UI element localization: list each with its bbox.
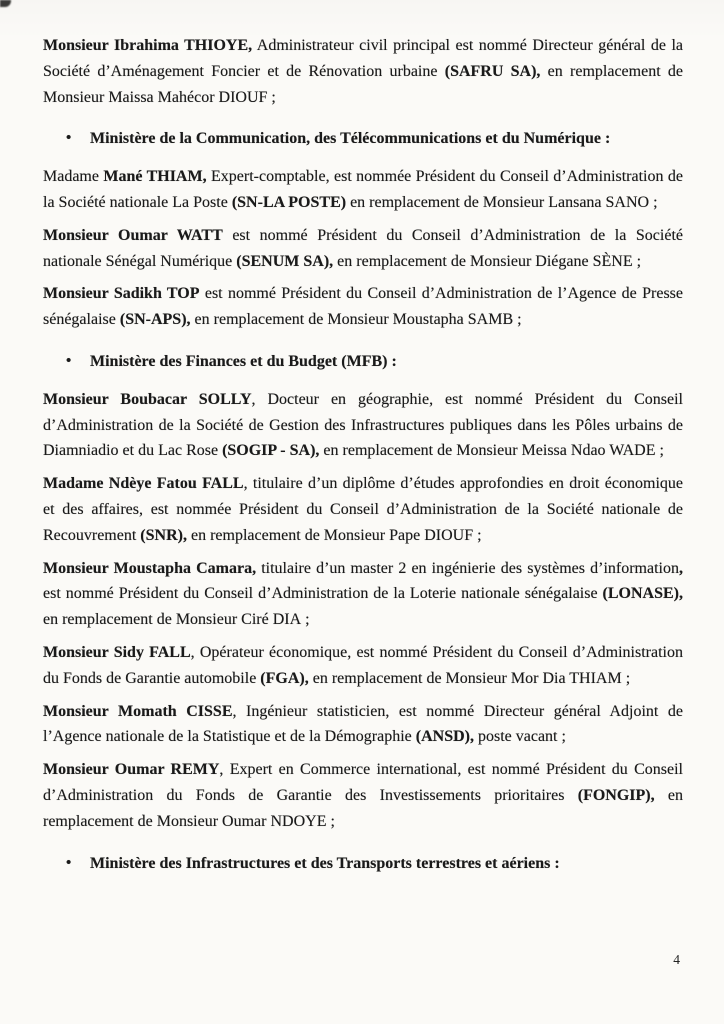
bold-text: (SOGIP - SA), (222, 442, 320, 460)
appointment-oumar-remy (43, 757, 683, 834)
body-text: , Ingénieur statisticien, est nommé Directeur général Adjoint de l’Agence nationale de la Statistique et de la Démographie (43, 702, 684, 746)
bold-text: (SNR), (140, 526, 187, 544)
body-text: est nommé Président du Conseil d’Administration de l’Agence de Presse sénégalaise (43, 285, 683, 329)
appointment-oumar-watt (43, 223, 683, 275)
body-text: , Expert en Commerce international, est nommé Président du Conseil d’Administration du Fonds de Garantie des Investissements prioritaires (43, 761, 683, 804)
appointment-mane-thiam (43, 164, 683, 216)
body-text: , titulaire d’un diplôme d’études approfondies en droit économique et des affaires, est nommée Président du Conseil d’Administration de la Société nationale de Recouvrement (43, 475, 683, 544)
body-text: en remplacement de Monsieur Lansana SANO ; (346, 193, 658, 211)
body-text: en remplacement de Monsieur Oumar NDOYE ; (43, 786, 684, 830)
appointment-momath-cisse (43, 699, 683, 751)
ministry-heading-label: Ministère des Finances et du Budget (MFB) : (90, 352, 397, 370)
ministry-heading-ministere-communication (43, 126, 683, 152)
body-text: Madame (43, 168, 104, 186)
page-number: 4 (673, 952, 680, 967)
bold-text: Monsieur Moustapha Camara, (43, 559, 257, 577)
body-text: en remplacement de Monsieur Ciré DIA ; (43, 611, 310, 629)
ministry-heading-ministere-infrastructures (43, 851, 683, 877)
body-text: , Opérateur économique, est nommé Président du Conseil d’Administration du Fonds de Garantie automobile (43, 643, 683, 687)
appointment-sadikh-top (43, 281, 683, 333)
body-text: est nommé Président du Conseil d’Administration de la Loterie nationale sénégalaise (43, 585, 603, 603)
appointment-ndeye-fatou-fall (43, 471, 683, 548)
body-text: en remplacement de Monsieur Mor Dia THIAM ; (308, 669, 631, 687)
bold-text: (ANSD), (415, 728, 474, 746)
body-text: , Docteur en géographie, est nommé Président du Conseil d’Administration de la Société de Gestion des Infrastructures publiques dans les Pôles urbains de Diamniadio et du Lac Rose (43, 390, 683, 460)
scan-artifact (0, 0, 11, 7)
bold-text: Monsieur Ibrahima THIOYE, (43, 37, 253, 54)
appointment-moustapha-camara (43, 556, 683, 633)
ministry-heading-label: Ministère de la Communication, des Télécommunications et du Numérique : (90, 130, 611, 148)
body-text: poste vacant ; (473, 728, 566, 746)
bold-text: Mané THIAM, (103, 168, 207, 186)
ministry-heading-label: Ministère des Infrastructures et des Transports terrestres et aériens : (90, 854, 560, 872)
bold-text: (FONGIP), (577, 786, 655, 804)
appointment-ibrahima-thioye (43, 33, 683, 110)
bold-text: (SN-APS), (119, 311, 191, 329)
ministry-heading-ministere-finances (43, 349, 683, 375)
bold-text: (SENUM SA), (236, 252, 334, 270)
bold-text: (SAFRU SA), (444, 62, 541, 80)
appointment-boubacar-solly (43, 387, 683, 464)
body-text: Administrateur civil principal est nommé Directeur général de la Société d’Aménagement Foncier et de Rénovation urbaine (43, 37, 684, 80)
bold-text: Monsieur Oumar REMY (43, 761, 220, 779)
bold-text: Madame Ndèye Fatou FALL (43, 475, 244, 493)
bold-text: Monsieur Boubacar SOLLY (43, 390, 252, 408)
bold-text: Monsieur Sidy FALL (43, 643, 191, 661)
body-text: est nommé Président du Conseil d’Administration de la Société nationale Sénégal Numérique (43, 226, 683, 270)
bold-text: (LONASE), (602, 585, 683, 603)
bold-text: (SN-LA POSTE) (231, 193, 347, 211)
bullet-icon: • (66, 352, 72, 369)
bullet-icon: • (66, 130, 72, 147)
body-text: en remplacement de Monsieur Maissa Mahécor DIOUF ; (43, 62, 684, 106)
body-text: titulaire d’un master 2 en ingénierie des systèmes d’information (256, 559, 679, 577)
bold-text: , (679, 559, 683, 577)
bold-text: Monsieur Oumar WATT (43, 226, 223, 244)
appointment-sidy-fall (43, 640, 683, 692)
bullet-icon: • (66, 854, 72, 871)
body-text: en remplacement de Monsieur Diégane SÈNE ; (333, 252, 642, 270)
body-text: en remplacement de Monsieur Moustapha SAMB ; (190, 311, 522, 329)
bold-text: (FGA), (260, 669, 309, 687)
bold-text: Monsieur Momath CISSE (43, 702, 233, 720)
bold-text: Monsieur Sadikh TOP (43, 285, 200, 303)
body-text: Expert-comptable, est nommée Président du Conseil d’Administration de la Société nationale La Poste (43, 168, 684, 211)
body-text: en remplacement de Monsieur Pape DIOUF ; (186, 526, 482, 544)
body-text: en remplacement de Monsieur Meissa Ndao WADE ; (319, 442, 664, 460)
document-content (43, 33, 683, 876)
